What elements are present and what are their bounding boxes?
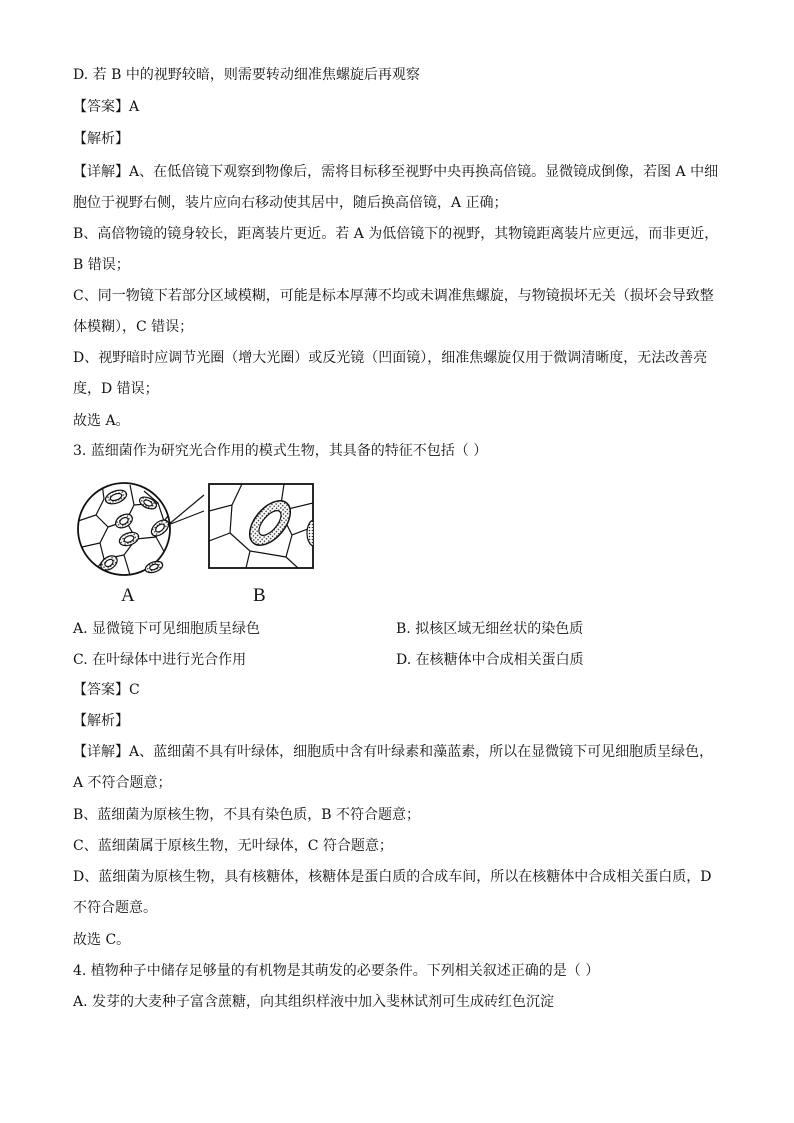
question-3-stem: 3. 蓝细菌作为研究光合作用的模式生物，其具备的特征不包括（ ） [73,443,488,459]
q3-analysis-heading: 【解析】 [73,713,129,729]
figure-label-a: A [121,585,135,606]
q2-detail-line: 度，D 错误； [73,381,159,397]
q2-detail-line: 体模糊），C 错误； [73,319,194,335]
q2-detail-line: 【详解】A、在低倍镜下观察到物像后，需将目标移至视野中央再换高倍镜。显微镜成倒像，若图 A 中细 [73,164,719,180]
q3-option-b: B. 拟核区域无细丝状的染色质 [396,621,584,637]
q3-conclusion: 故选 C。 [73,932,131,948]
q2-detail-line: 胞位于视野右侧，装片应向右移动使其居中，随后换高倍镜，A 正确； [73,195,508,211]
q3-detail-line: 【详解】A、蓝细菌不具有叶绿体，细胞质中含有叶绿素和藻蓝素，所以在显微镜下可见细胞质呈绿色， [73,744,714,760]
q3-detail-line: 不符合题意。 [73,900,157,916]
q3-detail-line: C、蓝细菌属于原核生物，无叶绿体，C 符合题意； [73,838,393,854]
q4-option-a: A. 发芽的大麦种子富含蔗糖，向其组织样液中加入斐林试剂可生成砖红色沉淀 [73,994,555,1010]
cyanobacteria-microscope-figure [74,481,319,576]
q2-analysis-heading: 【解析】 [73,131,129,147]
q2-detail-line: B、高倍物镜的镜身较长，距离装片更近。若 A 为低倍镜下的视野，其物镜距离装片应更远，而非更近， [73,226,719,242]
question-4-stem: 4. 植物种子中储存足够量的有机物是其萌发的必要条件。下列相关叙述正确的是（ ） [73,963,600,979]
magnification-pointer [168,495,204,525]
q2-detail-line: C、同一物镜下若部分区域模糊，可能是标本厚薄不均或未调准焦螺旋，与物镜损坏无关（损坏会导致整 [73,288,714,304]
q3-detail-line: D、蓝细菌为原核生物，具有核糖体，核糖体是蛋白质的合成车间，所以在核糖体中合成相关蛋白质，D [73,869,712,885]
q3-option-d: D. 在核糖体中合成相关蛋白质 [396,652,584,668]
figure-label-b: B [253,585,266,606]
q2-answer: 【答案】A [73,99,140,115]
q2-detail-line: B 错误； [73,257,130,273]
q3-answer: 【答案】C [73,682,140,698]
q2-detail-line: D、视野暗时应调节光圈（增大光圈）或反光镜（凹面镜），细准焦螺旋仅用于微调清晰度，无法改善亮 [73,350,708,366]
question-2-option-d: D. 若 B 中的视野较暗，则需要转动细准焦螺旋后再观察 [73,67,420,83]
q3-detail-line: A 不符合题意； [73,775,172,791]
q2-conclusion: 故选 A。 [73,413,130,429]
q3-option-c: C. 在叶绿体中进行光合作用 [73,652,247,668]
q3-option-a: A. 显微镜下可见细胞质呈绿色 [73,621,261,637]
q3-detail-line: B、蓝细菌为原核生物，不具有染色质，B 不符合题意； [73,807,421,823]
